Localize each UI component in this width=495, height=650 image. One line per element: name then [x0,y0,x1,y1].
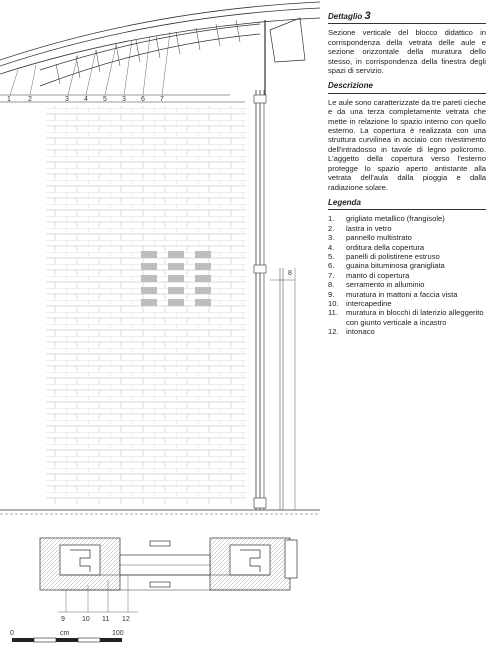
glazing-section [254,90,295,510]
callout-7: 7 [160,96,164,103]
legend-item: 11. muratura in blocchi di laterizio alleggerito con giunto verticale a incastro [328,308,484,327]
legend-rule [328,209,486,210]
scale-end-label: 100 [112,630,124,637]
callout-11: 11 [102,616,110,623]
callout-3a: 3 [65,96,69,103]
legend-item: 10. intercapedine [328,298,392,308]
callout-2: 2 [28,96,32,103]
detail-number: 3 [364,10,371,22]
legend-item: 3. pannello multistrato [328,233,412,243]
plan-section [40,538,297,590]
ground-line [0,510,320,514]
legend-item: 12. intonaco [328,327,375,337]
scale-unit-label: cm [60,630,70,637]
callout-4: 4 [84,96,88,103]
scale-bar [10,630,124,642]
legend-item: 8. serramento in alluminio [328,280,425,290]
callout-12: 12 [122,616,130,623]
legend-list [328,214,486,336]
description-heading: Descrizione [328,81,373,91]
heading-rule [328,23,486,24]
description-text: Le aule sono caratterizzate da tre pareti cieche e da una terza completamente vetrata che mette in relazione lo spazio interno con quello esterno. La copertura è realizzata con una struttura curvilinea in acciaio con rivestimento dell'intradosso in tavole di legno policromo. L'aggetto della copertura verso l'esterno protegge lo spazio aperto antistante alla vetrata dell'aula dalla pioggia e dalla radiazione solare. [328,97,486,192]
top-callouts [7,96,164,103]
roof-section [0,2,320,95]
text-column [328,12,486,337]
legend-item: 1. grigliato metallico (frangisole) [328,214,445,224]
callout-8: 8 [288,270,292,277]
callout-3b: 3 [122,96,126,103]
detail-heading [328,12,486,21]
detail-title: Dettaglio [328,12,363,21]
callout-10: 10 [82,616,90,623]
callout-9: 9 [61,616,65,623]
legend-item: 9. muratura in mattoni a faccia vista [328,289,458,299]
legend-item: 4. orditura della copertura [328,242,425,252]
legend-item: 5. panelli di polistirene estruso [328,251,440,261]
legend-item: 7. manto di copertura [328,270,410,280]
legend-item: 6. guaina bituminosa granigliata [328,261,445,271]
legend-item: 2. lastra in vetro [328,223,392,233]
description-rule [328,93,486,94]
legend-heading: Legenda [328,197,361,207]
scale-start-label: 0 [10,630,14,637]
callout-1: 1 [7,96,11,103]
callout-5: 5 [103,96,107,103]
callout-6: 6 [141,96,145,103]
bottom-callouts [61,616,130,623]
detail-caption: Sezione verticale del blocco didattico in corrispondenza della vetrata delle aule e sezione orizzontale della muratura dello stesso, in corrispondenza della finestra degli spazi di servizio. [328,28,486,76]
